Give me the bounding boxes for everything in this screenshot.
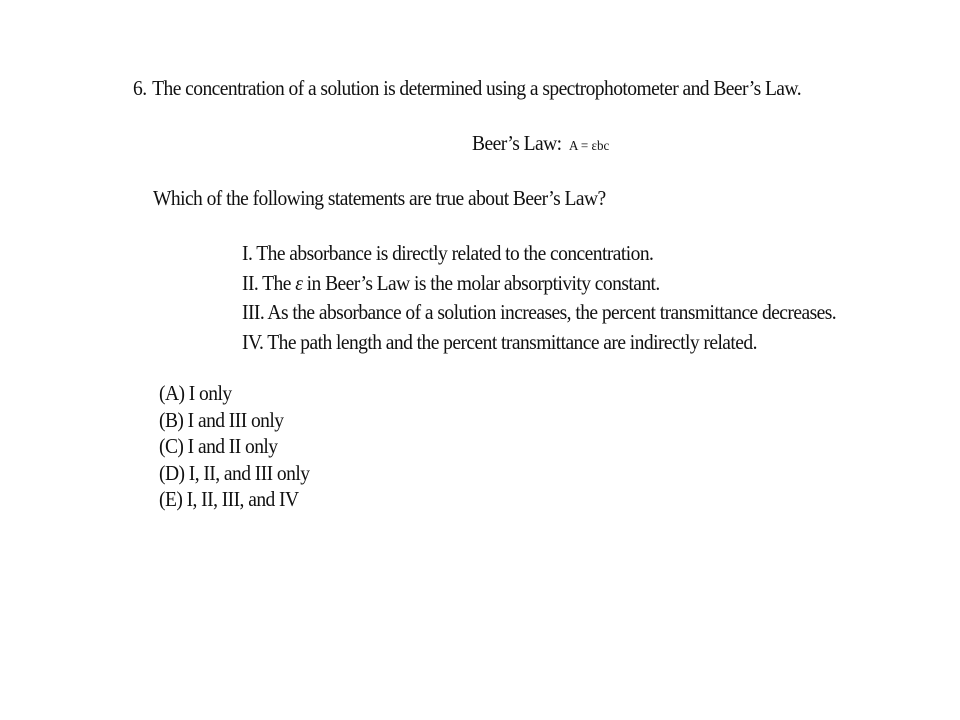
question-number: 6. bbox=[133, 76, 147, 100]
formula-label: Beer’s Law: bbox=[472, 131, 562, 155]
formula-line bbox=[472, 131, 609, 156]
statement-item-iii: III. As the absorbance of a solution increases, the percent transmittance decreases. bbox=[242, 300, 837, 324]
statement-list bbox=[242, 239, 881, 357]
statement-item-iv: IV. The path length and the percent transmittance are indirectly related. bbox=[242, 329, 757, 354]
answer-choice-c[interactable]: (C) I and II only bbox=[159, 434, 278, 459]
epsilon-symbol: ε bbox=[295, 270, 303, 295]
answer-choice-d[interactable]: (D) I, II, and III only bbox=[159, 460, 310, 485]
statement-item-ii bbox=[242, 269, 836, 299]
answer-choice-list bbox=[159, 380, 321, 513]
question-stem bbox=[133, 76, 801, 101]
question-stem-text: The concentration of a solution is determined using a spectrophotometer and Beer’s Law. bbox=[152, 76, 802, 100]
statement-item-i: I. The absorbance is directly related to the concentration. bbox=[242, 241, 654, 265]
answer-choice-b[interactable]: (B) I and III only bbox=[159, 407, 284, 432]
statement-ii-suffix: in Beer’s Law is the molar absorptivity constant. bbox=[302, 270, 660, 295]
question-prompt: Which of the following statements are true about Beer’s Law? bbox=[153, 186, 606, 210]
answer-choice-e[interactable]: (E) I, II, III, and IV bbox=[159, 487, 299, 512]
answer-choice-a[interactable]: (A) I only bbox=[159, 381, 232, 405]
statement-ii-prefix: II. The bbox=[242, 270, 296, 295]
beers-law-formula: A = εbc bbox=[568, 139, 610, 154]
